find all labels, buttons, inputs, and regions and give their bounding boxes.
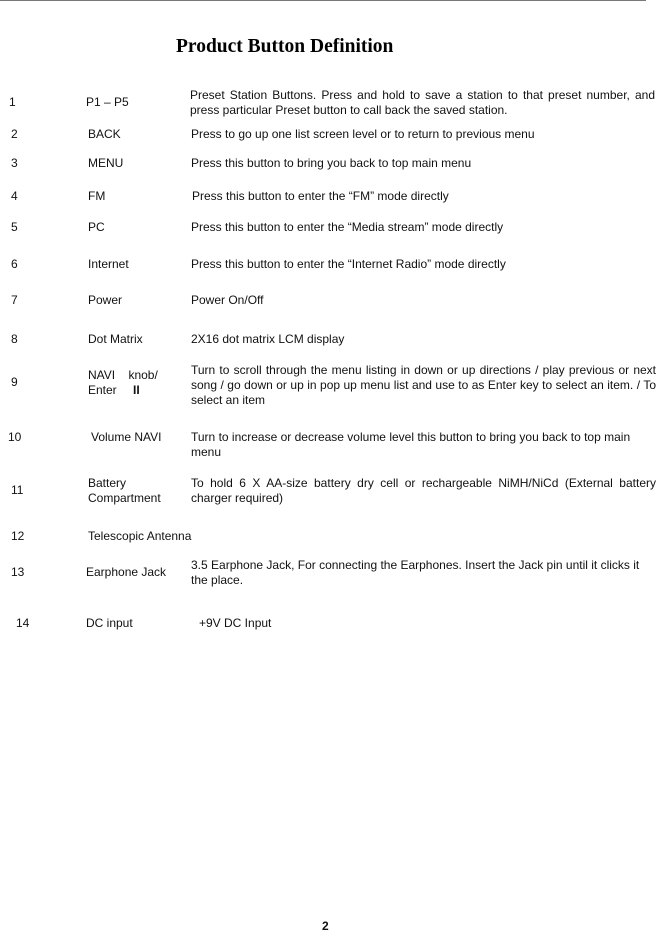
button-name: FM [88, 189, 106, 203]
button-name: PC [88, 220, 105, 234]
button-name: Power [88, 293, 123, 307]
page-title: Product Button Definition [176, 36, 394, 57]
row-number: 11 [11, 483, 24, 497]
button-description: Turn to scroll through the menu listing in down or up directions / play previous or next song / go down or up in pop up menu list and use to as Enter key to select an item. / To select an item [191, 363, 656, 407]
button-description: Press this button to enter the “Media stream” mode directly [191, 220, 504, 234]
row-number: 14 [16, 616, 30, 630]
button-name: P1 – P5 [86, 95, 129, 109]
row-number: 5 [11, 220, 18, 234]
button-description: Press this button to enter the “Internet Radio” mode directly [191, 257, 506, 271]
button-description: Press this button to bring you back to top main menu [191, 156, 472, 170]
row-number: 12 [11, 529, 25, 543]
top-rule [0, 0, 646, 1]
button-description: To hold 6 X AA-size battery dry cell or rechargeable NiMH/NiCd (External battery charger required) [191, 476, 656, 505]
button-name: Internet [88, 257, 129, 271]
row-number: 10 [8, 430, 22, 444]
button-name-symbol: II [133, 383, 140, 397]
button-description: 2X16 dot matrix LCM display [191, 332, 345, 346]
button-description: Press to go up one list screen level or to return to previous menu [191, 127, 535, 141]
button-name-line1: Battery [88, 476, 127, 490]
row-number: 6 [11, 257, 18, 271]
button-name: DC input [86, 616, 133, 630]
row-number: 4 [11, 189, 18, 203]
row-number: 3 [11, 156, 18, 170]
button-description: Power On/Off [191, 293, 264, 307]
row-number: 2 [11, 127, 18, 141]
button-description: Turn to increase or decrease volume level this button to bring you back to top main menu [191, 430, 631, 459]
button-name: Volume NAVI [91, 430, 162, 444]
button-name: MENU [88, 156, 124, 170]
button-name-line1: NAVI knob/ [88, 368, 158, 382]
button-description: 3.5 Earphone Jack, For connecting the Earphones. Insert the Jack pin until it clicks it the place. [191, 558, 640, 587]
page-number: 2 [322, 919, 329, 933]
button-name: Telescopic Antenna [88, 529, 192, 543]
row-number: 8 [11, 332, 18, 346]
button-description: Preset Station Buttons. Press and hold to save a station to that preset number, and press particular Preset button to call back the saved station. [190, 88, 655, 117]
button-description: +9V DC Input [199, 616, 272, 630]
button-name: Earphone Jack [86, 565, 167, 579]
row-number: 9 [11, 375, 18, 389]
row-number: 1 [9, 95, 16, 109]
row-number: 7 [11, 293, 18, 307]
button-name: Dot Matrix [88, 332, 143, 346]
button-name-line2: Compartment [88, 491, 161, 505]
button-name-line2: Enter [88, 383, 117, 397]
row-number: 13 [11, 565, 25, 579]
button-description: Press this button to enter the “FM” mode directly [192, 189, 449, 203]
button-name: BACK [88, 127, 121, 141]
